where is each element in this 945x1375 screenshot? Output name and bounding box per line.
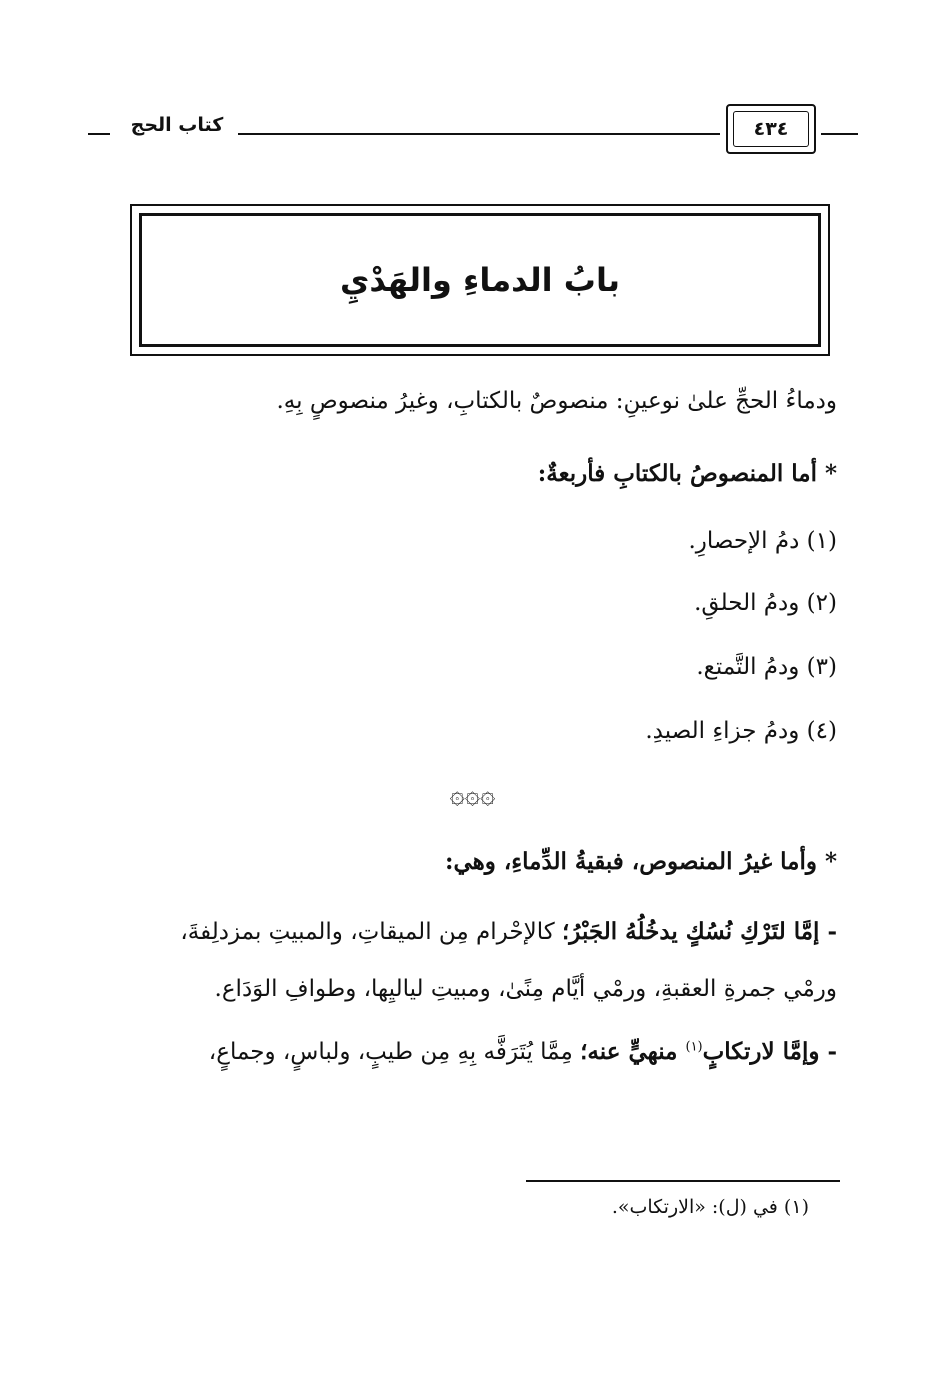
section1-heading: * أما المنصوصُ بالكتابِ فأربعةٌ: (537, 460, 837, 487)
running-header (88, 104, 858, 156)
footnote-rule (526, 1180, 840, 1182)
list-item-2: (٢) ودمُ الحلقِ. (694, 590, 837, 616)
para2-bold-part-2: منهيٍّ عنه؛ (580, 1038, 686, 1065)
para2-rest: مِمَّا يُتَرَفَّه بِهِ مِن طيبٍ، ولباسٍ، وجماعٍ، (208, 1039, 581, 1065)
header-rule (238, 133, 720, 135)
list-item-3: (٣) ودمُ التَّمتع. (696, 654, 837, 680)
list-item-1: (١) دمُ الإحصارِ. (688, 528, 837, 554)
page-number-frame (726, 104, 816, 154)
para1-bold-part: - إمَّا لتَرْكِ نُسُكٍ يدخُلُهُ الجَبْرُ؛ (561, 918, 837, 945)
para2-line1 (209, 1038, 837, 1065)
para1-rest: كالإحْرام مِن الميقاتِ، والمبيتِ بمزدلِفةَ، (180, 919, 562, 945)
page-number: ٤٣٤ (733, 111, 809, 147)
section-divider-ornaments: ۞۞۞ (449, 780, 496, 810)
chapter-title: بابُ الدماءِ والهَدْيِ (340, 261, 620, 299)
chapter-title-inner-frame (139, 213, 821, 347)
intro-paragraph: ودماءُ الحجِّ علىٰ نوعينِ: منصوصٌ بالكتابِ، وغيرُ منصوصٍ بِهِ. (276, 388, 837, 414)
book-name: كتاب الحج (130, 114, 224, 136)
header-left-dash (88, 133, 110, 135)
footnote: (١) في (ل): «الارتكاب». (611, 1196, 809, 1218)
para2-bold-part: - وإمَّا لارتكابٍ (702, 1038, 837, 1065)
section2-heading: * وأما غيرُ المنصوص، فبقيةُ الدِّماءِ، وهي: (444, 848, 837, 875)
header-right-dash (821, 133, 858, 135)
chapter-title-frame (130, 204, 830, 356)
list-item-4: (٤) ودمُ جزاءِ الصيدِ. (645, 718, 837, 744)
para1-line2: ورمْي جمرةِ العقبةِ، ورمْي أيَّام مِنًىٰ، ومبيتِ لياليِها، وطوافِ الوَدَاع. (214, 976, 837, 1002)
para1-line1 (180, 918, 837, 945)
footnote-ref: (١) (685, 1039, 703, 1055)
